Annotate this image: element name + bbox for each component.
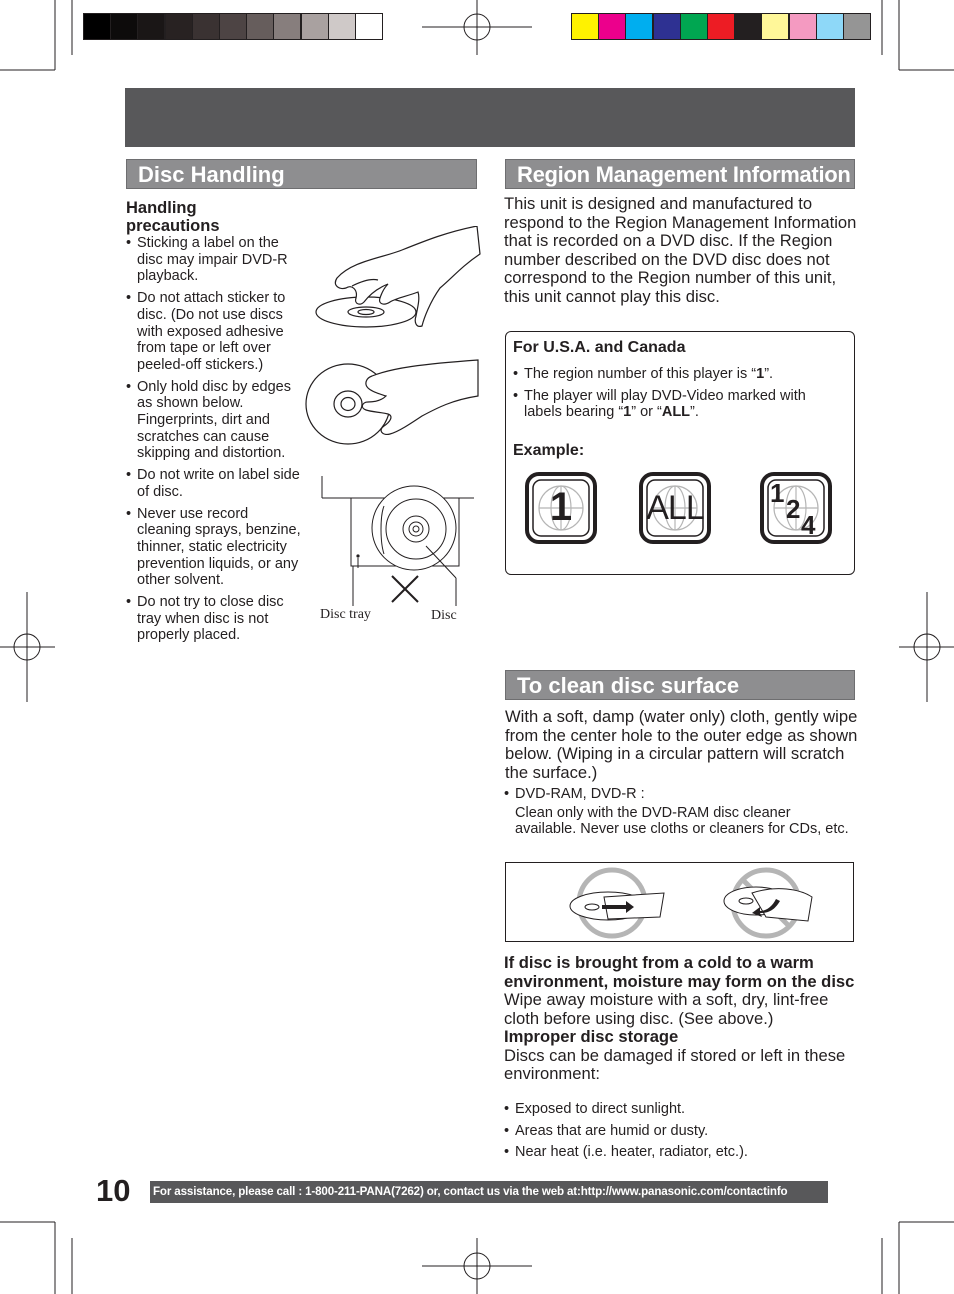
clean-intro-text: With a soft, damp (water only) cloth, gently wipe from the center hole to the outer edge as shown below. (Wiping in a circular pattern will scratch the surface.) xyxy=(505,707,858,782)
gray-swatch xyxy=(192,13,220,40)
warm-environment-heading: If disc is brought from a cold to a warm environment, moisture may form on the disc xyxy=(504,953,855,991)
region-all-icon: ALL xyxy=(639,472,711,544)
process-color-swatch xyxy=(680,13,708,40)
process-color-swatch xyxy=(761,13,789,40)
disc-caption: Disc xyxy=(431,608,457,623)
list-item: • Sticking a label on the disc may impair DVD-R playback. xyxy=(126,235,306,285)
process-color-swatch xyxy=(653,13,681,40)
hold-disc-edges-illustration xyxy=(302,352,480,448)
page-number: 10 xyxy=(96,1173,131,1208)
correct-wiping-illustration xyxy=(568,867,678,939)
moisture-and-storage-section xyxy=(504,954,856,1084)
list-item: • Areas that are humid or dusty. xyxy=(504,1123,854,1140)
storage-conditions-list xyxy=(504,1101,854,1166)
region-multi-icon: 1 2 4 xyxy=(760,472,832,544)
list-item: • DVD-RAM, DVD-R : xyxy=(504,786,854,803)
disc-handling-title: Disc Handling xyxy=(126,159,477,189)
handling-precautions-list xyxy=(126,235,306,649)
handling-precautions-heading xyxy=(126,199,220,235)
region-box-title: For U.S.A. and Canada xyxy=(513,339,686,356)
gray-swatch xyxy=(328,13,356,40)
process-color-swatch xyxy=(598,13,626,40)
list-item: • Only hold disc by edges as shown below. Fingerprints, dirt and scratches can cause skipping and distortion. xyxy=(126,379,306,463)
list-item: • Near heat (i.e. heater, radiator, etc.). xyxy=(504,1144,854,1161)
improper-storage-text: Discs can be damaged if stored or left in these environment: xyxy=(504,1045,846,1083)
process-color-swatch xyxy=(625,13,653,40)
process-color-swatch xyxy=(707,13,735,40)
list-item: • Do not write on label side of disc. xyxy=(126,467,306,500)
incorrect-wiping-illustration xyxy=(716,867,826,939)
process-color-swatch xyxy=(816,13,844,40)
gray-swatch xyxy=(219,13,247,40)
list-item: • Never use record cleaning sprays, benzine, thinner, static electricity prevention liquids, or any other solvent. xyxy=(126,506,306,590)
gray-swatch xyxy=(301,13,329,40)
list-item: • The player will play DVD-Video marked with labels bearing “1” or “ALL”. xyxy=(513,388,843,421)
region-intro-text: This unit is designed and manufactured to respond to the Region Management Information that is recorded on a DVD disc. If the Region number described on the DVD disc does not correspond to the Region number of this unit, this unit cannot play this disc. xyxy=(504,194,857,306)
gray-swatch xyxy=(83,13,111,40)
warm-environment-text: Wipe away moisture with a soft, dry, lint-free cloth before using disc. (See above.) xyxy=(504,990,829,1028)
hand-on-disc-illustration xyxy=(312,226,482,334)
disc-tray-caption: Disc tray xyxy=(320,607,371,622)
gray-swatch xyxy=(355,13,383,40)
example-label: Example: xyxy=(513,442,585,459)
process-color-swatch xyxy=(734,13,762,40)
region-1-icon: 1 xyxy=(525,472,597,544)
cleaning-illustration-box xyxy=(505,862,854,942)
region-management-title: Region Management Information xyxy=(505,159,855,189)
list-item: • The region number of this player is “1”. xyxy=(513,366,843,383)
process-color-swatch xyxy=(571,13,599,40)
clean-dvd-ram-note xyxy=(504,786,854,838)
list-item: • Do not try to close disc tray when disc is not properly placed. xyxy=(126,594,306,644)
region-box-list xyxy=(513,366,843,426)
process-color-swatch xyxy=(789,13,817,40)
process-color-swatch xyxy=(843,13,871,40)
heading-line-1: Handling xyxy=(126,199,197,217)
list-item: • Do not attach sticker to disc. (Do not use discs with exposed adhesive from tape or left over peeled-off stickers.) xyxy=(126,290,306,374)
gray-swatch xyxy=(273,13,301,40)
assistance-footer: For assistance, please call : 1-800-211-PANA(7262) or, contact us via the web at:http://www.panasonic.com/contactinfo xyxy=(150,1181,828,1203)
improper-storage-heading: Improper disc storage xyxy=(504,1027,679,1046)
gray-swatch xyxy=(137,13,165,40)
header-bar xyxy=(125,88,855,147)
gray-swatch xyxy=(110,13,138,40)
gray-swatch xyxy=(165,13,193,40)
dvd-ram-cleaner-note: Clean only with the DVD-RAM disc cleaner available. Never use cloths or cleaners for CDs, etc. xyxy=(515,804,849,838)
list-item: • Exposed to direct sunlight. xyxy=(504,1101,854,1118)
disc-tray-illustration xyxy=(318,476,478,606)
gray-swatch xyxy=(246,13,274,40)
clean-disc-title: To clean disc surface xyxy=(505,670,855,700)
heading-line-2: precautions xyxy=(126,217,220,235)
